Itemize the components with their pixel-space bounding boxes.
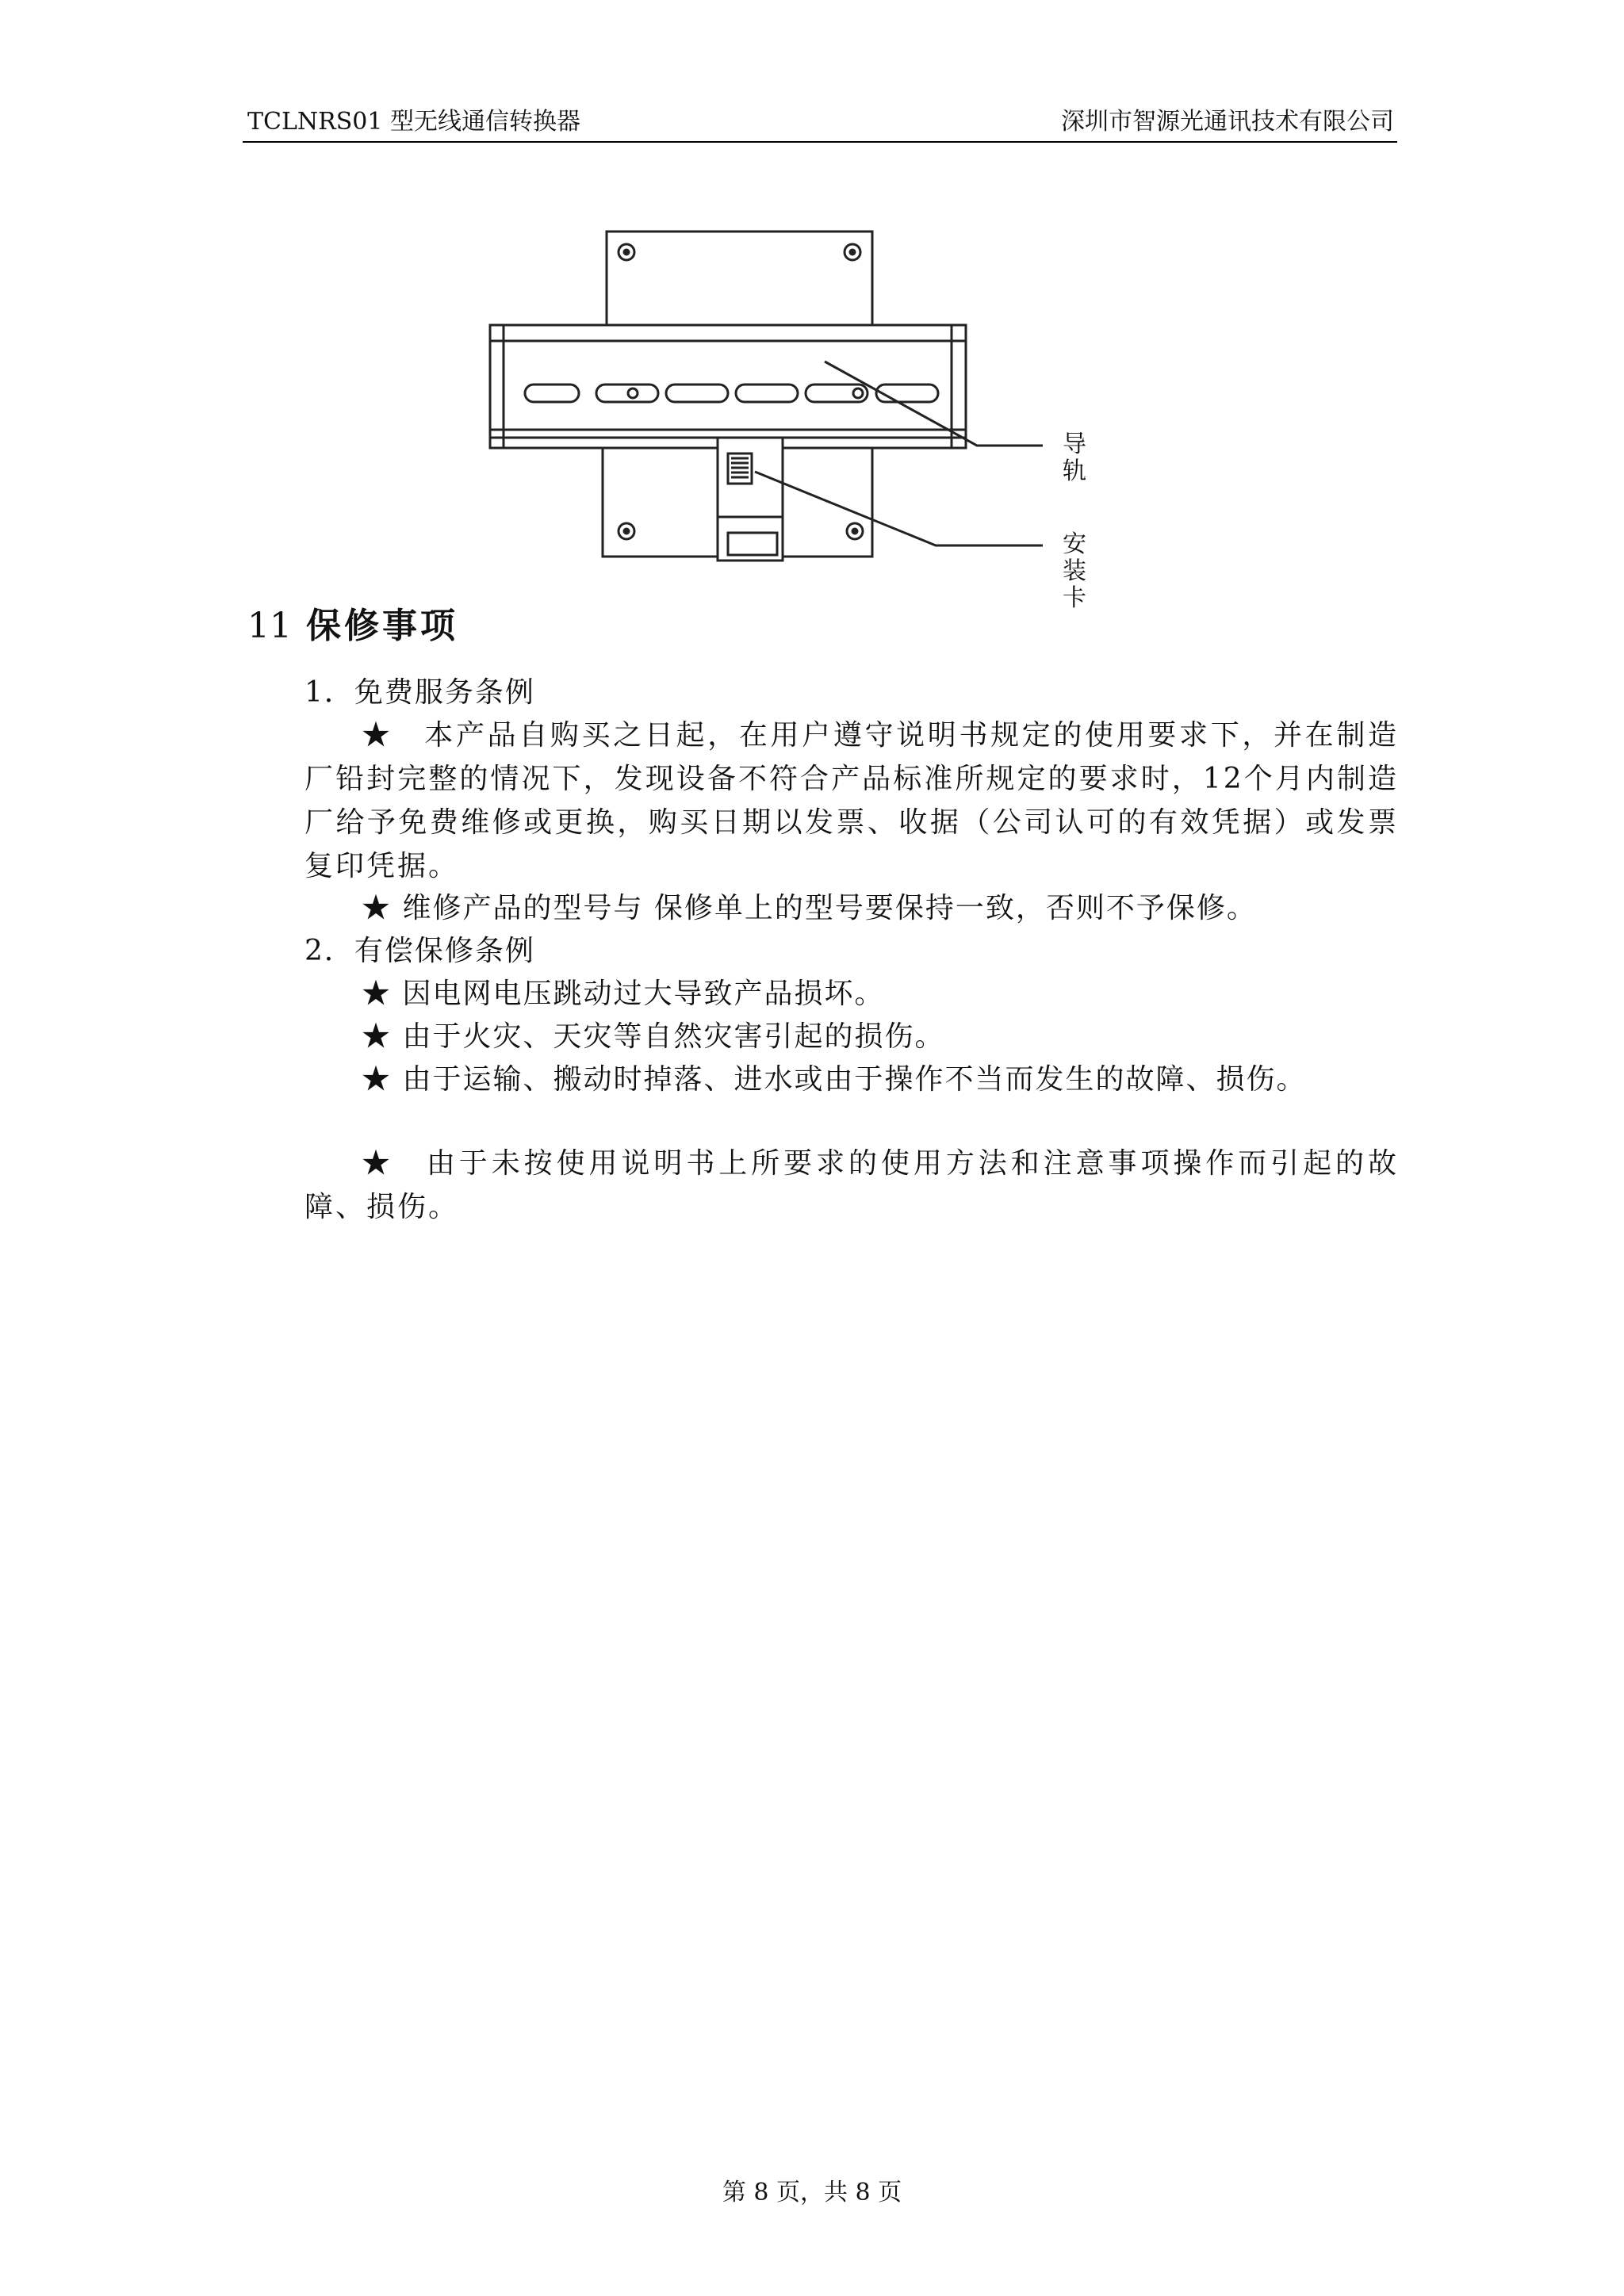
free-service-item-1: ★ 本产品自购买之日起，在用户遵守说明书规定的使用要求下，并在制造厂铅封完整的情况下，发现设备不符合产品标准所规定的要求时，12个月内制造厂给予免费维修或更换，购买日期以发票、收据（公司认可的有效凭据）或发票复印凭据。 xyxy=(304,719,1399,882)
section-number: 11 xyxy=(247,606,292,646)
paid-service-heading: 2．有偿保修条例 xyxy=(304,935,535,967)
page-footer: 第 8 页，共 8 页 xyxy=(722,2179,902,2206)
paid-service-item-3: ★ 由于运输、搬动时掉落、进水或由于操作不当而发生的故障、损伤。 xyxy=(362,1063,1307,1096)
top-mounting-plate xyxy=(607,232,872,335)
section-heading: 保修事项 xyxy=(306,606,458,646)
header-company-name: 深圳市智源光通讯技术有限公司 xyxy=(1061,108,1394,136)
paid-service-item-1: ★ 因电网电压跳动过大导致产品损坏。 xyxy=(362,978,885,1010)
paid-service-item-2: ★ 由于火灾、天灾等自然灾害引起的损伤。 xyxy=(362,1020,945,1053)
header-product-name: TCLNRS01 型无线通信转换器 xyxy=(247,108,580,136)
din-rail-diagram xyxy=(476,222,1174,579)
paid-service-item-4: ★ 由于未按使用说明书上所要求的使用方法和注意事项操作而引起的故障、损伤。 xyxy=(304,1147,1399,1223)
clip-leader-line xyxy=(755,472,1043,545)
rail-label: 导轨 xyxy=(1063,430,1086,485)
free-service-item-2: ★ 维修产品的型号与 保修单上的型号要保持一致，否则不予保修。 xyxy=(362,892,1257,924)
free-service-heading: 1．免费服务条例 xyxy=(304,676,535,709)
header-rule xyxy=(243,141,1397,143)
section-title xyxy=(247,604,458,649)
clip-label: 安装卡 xyxy=(1063,530,1086,612)
